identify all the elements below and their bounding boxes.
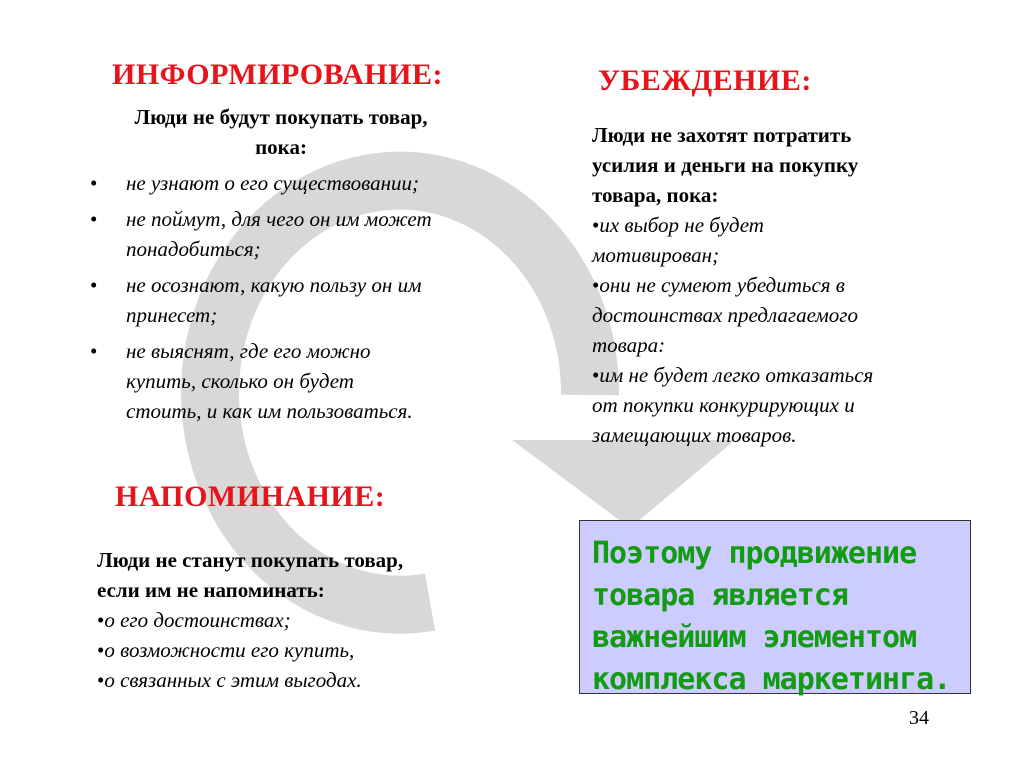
reminding-lead-line: если им не напоминать:	[97, 578, 325, 602]
informing-lead-line: Люди не будут покупать товар,	[134, 105, 428, 129]
list-item-line: • не выяснят, где его можно	[126, 339, 371, 363]
page-number: 34	[909, 707, 929, 729]
list-item	[592, 360, 972, 450]
list-item	[592, 270, 972, 360]
list-item-line: мотивирован;	[592, 243, 720, 267]
list-item-line: купить, сколько он будет	[126, 369, 354, 393]
conclusion-box	[579, 520, 971, 697]
persuasion-lead	[592, 120, 972, 210]
list-item-text: о связанных с этим выгодах.	[104, 668, 362, 692]
list-item-line	[592, 360, 972, 390]
list-item-line: от покупки конкурирующих и	[592, 393, 855, 417]
conclusion-line: важнейшим элементом	[592, 620, 917, 655]
informing-lead	[86, 102, 476, 162]
list-item-line: товара:	[592, 333, 666, 357]
conclusion-line: комплекса маркетинга.	[592, 662, 951, 697]
list-item	[97, 605, 517, 635]
list-item	[97, 665, 517, 695]
persuasion-heading: УБЕЖДЕНИЕ:	[598, 64, 812, 97]
informing-list	[86, 168, 516, 426]
reminding-list	[97, 605, 517, 695]
conclusion-line: товара является	[592, 578, 848, 613]
list-item	[97, 635, 517, 665]
persuasion-list	[592, 210, 972, 450]
informing-heading: ИНФОРМИРОВАНИЕ:	[112, 58, 443, 91]
list-item-text: их выбор не будет	[599, 213, 764, 237]
list-item-text: о его достоинствах;	[104, 608, 291, 632]
persuasion-section	[592, 120, 972, 450]
list-item-line: • не осознают, какую пользу он им	[126, 273, 422, 297]
list-item-line: понадобиться;	[126, 237, 261, 261]
reminding-lead	[97, 545, 517, 605]
list-item	[592, 210, 972, 270]
list-item-line: достоинствах предлагаемого	[592, 303, 858, 327]
list-item-line: замещающих товаров.	[592, 423, 797, 447]
list-item-line: стоить, и как им пользоваться.	[126, 399, 413, 423]
list-item-line: • не узнают о его существовании;	[126, 171, 420, 195]
persuasion-lead-line: Люди не захотят потратить	[592, 123, 852, 147]
list-item-line	[592, 270, 972, 300]
list-item	[86, 204, 516, 264]
persuasion-lead-line: усилия и деньги на покупку	[592, 153, 859, 177]
informing-lead-line: пока:	[255, 135, 307, 159]
list-item-line	[592, 210, 972, 240]
list-item-text: они не сумеют убедиться в	[599, 273, 845, 297]
list-item	[86, 336, 516, 426]
informing-section	[86, 102, 516, 426]
cycle-arrow-head	[512, 440, 735, 528]
list-item	[86, 168, 516, 198]
reminding-lead-line: Люди не станут покупать товар,	[97, 548, 404, 572]
list-item-line: принесет;	[126, 303, 218, 327]
list-item	[86, 270, 516, 330]
list-item-text: о возможности его купить,	[104, 638, 355, 662]
list-item-line: • не поймут, для чего он им может	[126, 207, 432, 231]
list-item-text: им не будет легко отказаться	[599, 363, 874, 387]
conclusion-line: Поэтому продвижение	[592, 536, 917, 571]
reminding-heading: НАПОМИНАНИЕ:	[115, 480, 386, 513]
persuasion-lead-line: товара, пока:	[592, 183, 719, 207]
reminding-section	[97, 545, 517, 695]
